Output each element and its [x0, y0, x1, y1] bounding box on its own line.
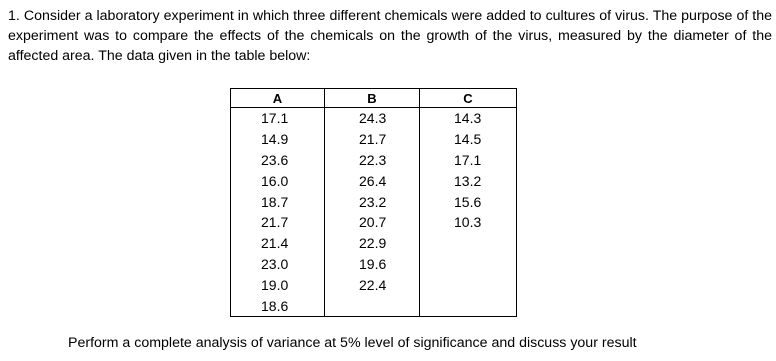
table-row — [231, 295, 517, 316]
table-cell-a: 18.6 — [231, 295, 325, 316]
table-cell-c: 15.6 — [420, 191, 517, 212]
table-cell-c: 13.2 — [420, 170, 517, 191]
table-cell-b: 22.3 — [325, 150, 420, 171]
table-cell-b: 24.3 — [325, 108, 420, 129]
table-cell-b: 22.9 — [325, 233, 420, 254]
table-cell-b: 23.2 — [325, 191, 420, 212]
table-cell-a: 23.6 — [231, 150, 325, 171]
table-row — [231, 129, 517, 150]
table-cell-a: 23.0 — [231, 254, 325, 275]
column-header-a: A — [231, 89, 325, 108]
table-cell-c — [420, 274, 517, 295]
table-cell-a: 21.7 — [231, 212, 325, 233]
question-text: 1. Consider a laboratory experiment in which three different chemicals were added to cultures of virus. The purpose of the experiment was to compare the effects of the chemicals on the growth of the virus, measured by the diameter of the affected area. The data given in the table below: — [8, 8, 772, 64]
table-cell-c: 17.1 — [420, 150, 517, 171]
table-row — [231, 274, 517, 295]
table-cell-a: 18.7 — [231, 191, 325, 212]
table-cell-c — [420, 295, 517, 316]
table-cell-c: 14.3 — [420, 108, 517, 129]
column-header-c: C — [420, 89, 517, 108]
table-cell-b: 19.6 — [325, 254, 420, 275]
table-row — [231, 170, 517, 191]
table-cell-a: 14.9 — [231, 129, 325, 150]
table-row — [231, 191, 517, 212]
table-cell-b: 22.4 — [325, 274, 420, 295]
table-cell-a: 21.4 — [231, 233, 325, 254]
table-cell-c: 10.3 — [420, 212, 517, 233]
data-table — [230, 88, 517, 317]
table-cell-b — [325, 295, 420, 316]
table-cell-b: 20.7 — [325, 212, 420, 233]
table-row — [231, 212, 517, 233]
table-row — [231, 254, 517, 275]
table-cell-c — [420, 254, 517, 275]
instruction-text: Perform a complete analysis of variance at 5% level of significance and discuss your result — [68, 335, 637, 351]
table-row — [231, 150, 517, 171]
table-row — [231, 233, 517, 254]
table-cell-a: 17.1 — [231, 108, 325, 129]
table-cell-a: 19.0 — [231, 274, 325, 295]
table-cell-c — [420, 233, 517, 254]
table-header-row — [231, 89, 517, 108]
table-cell-b: 21.7 — [325, 129, 420, 150]
column-header-b: B — [325, 89, 420, 108]
table-cell-c: 14.5 — [420, 129, 517, 150]
table-cell-a: 16.0 — [231, 170, 325, 191]
table-cell-b: 26.4 — [325, 170, 420, 191]
table-row — [231, 108, 517, 129]
